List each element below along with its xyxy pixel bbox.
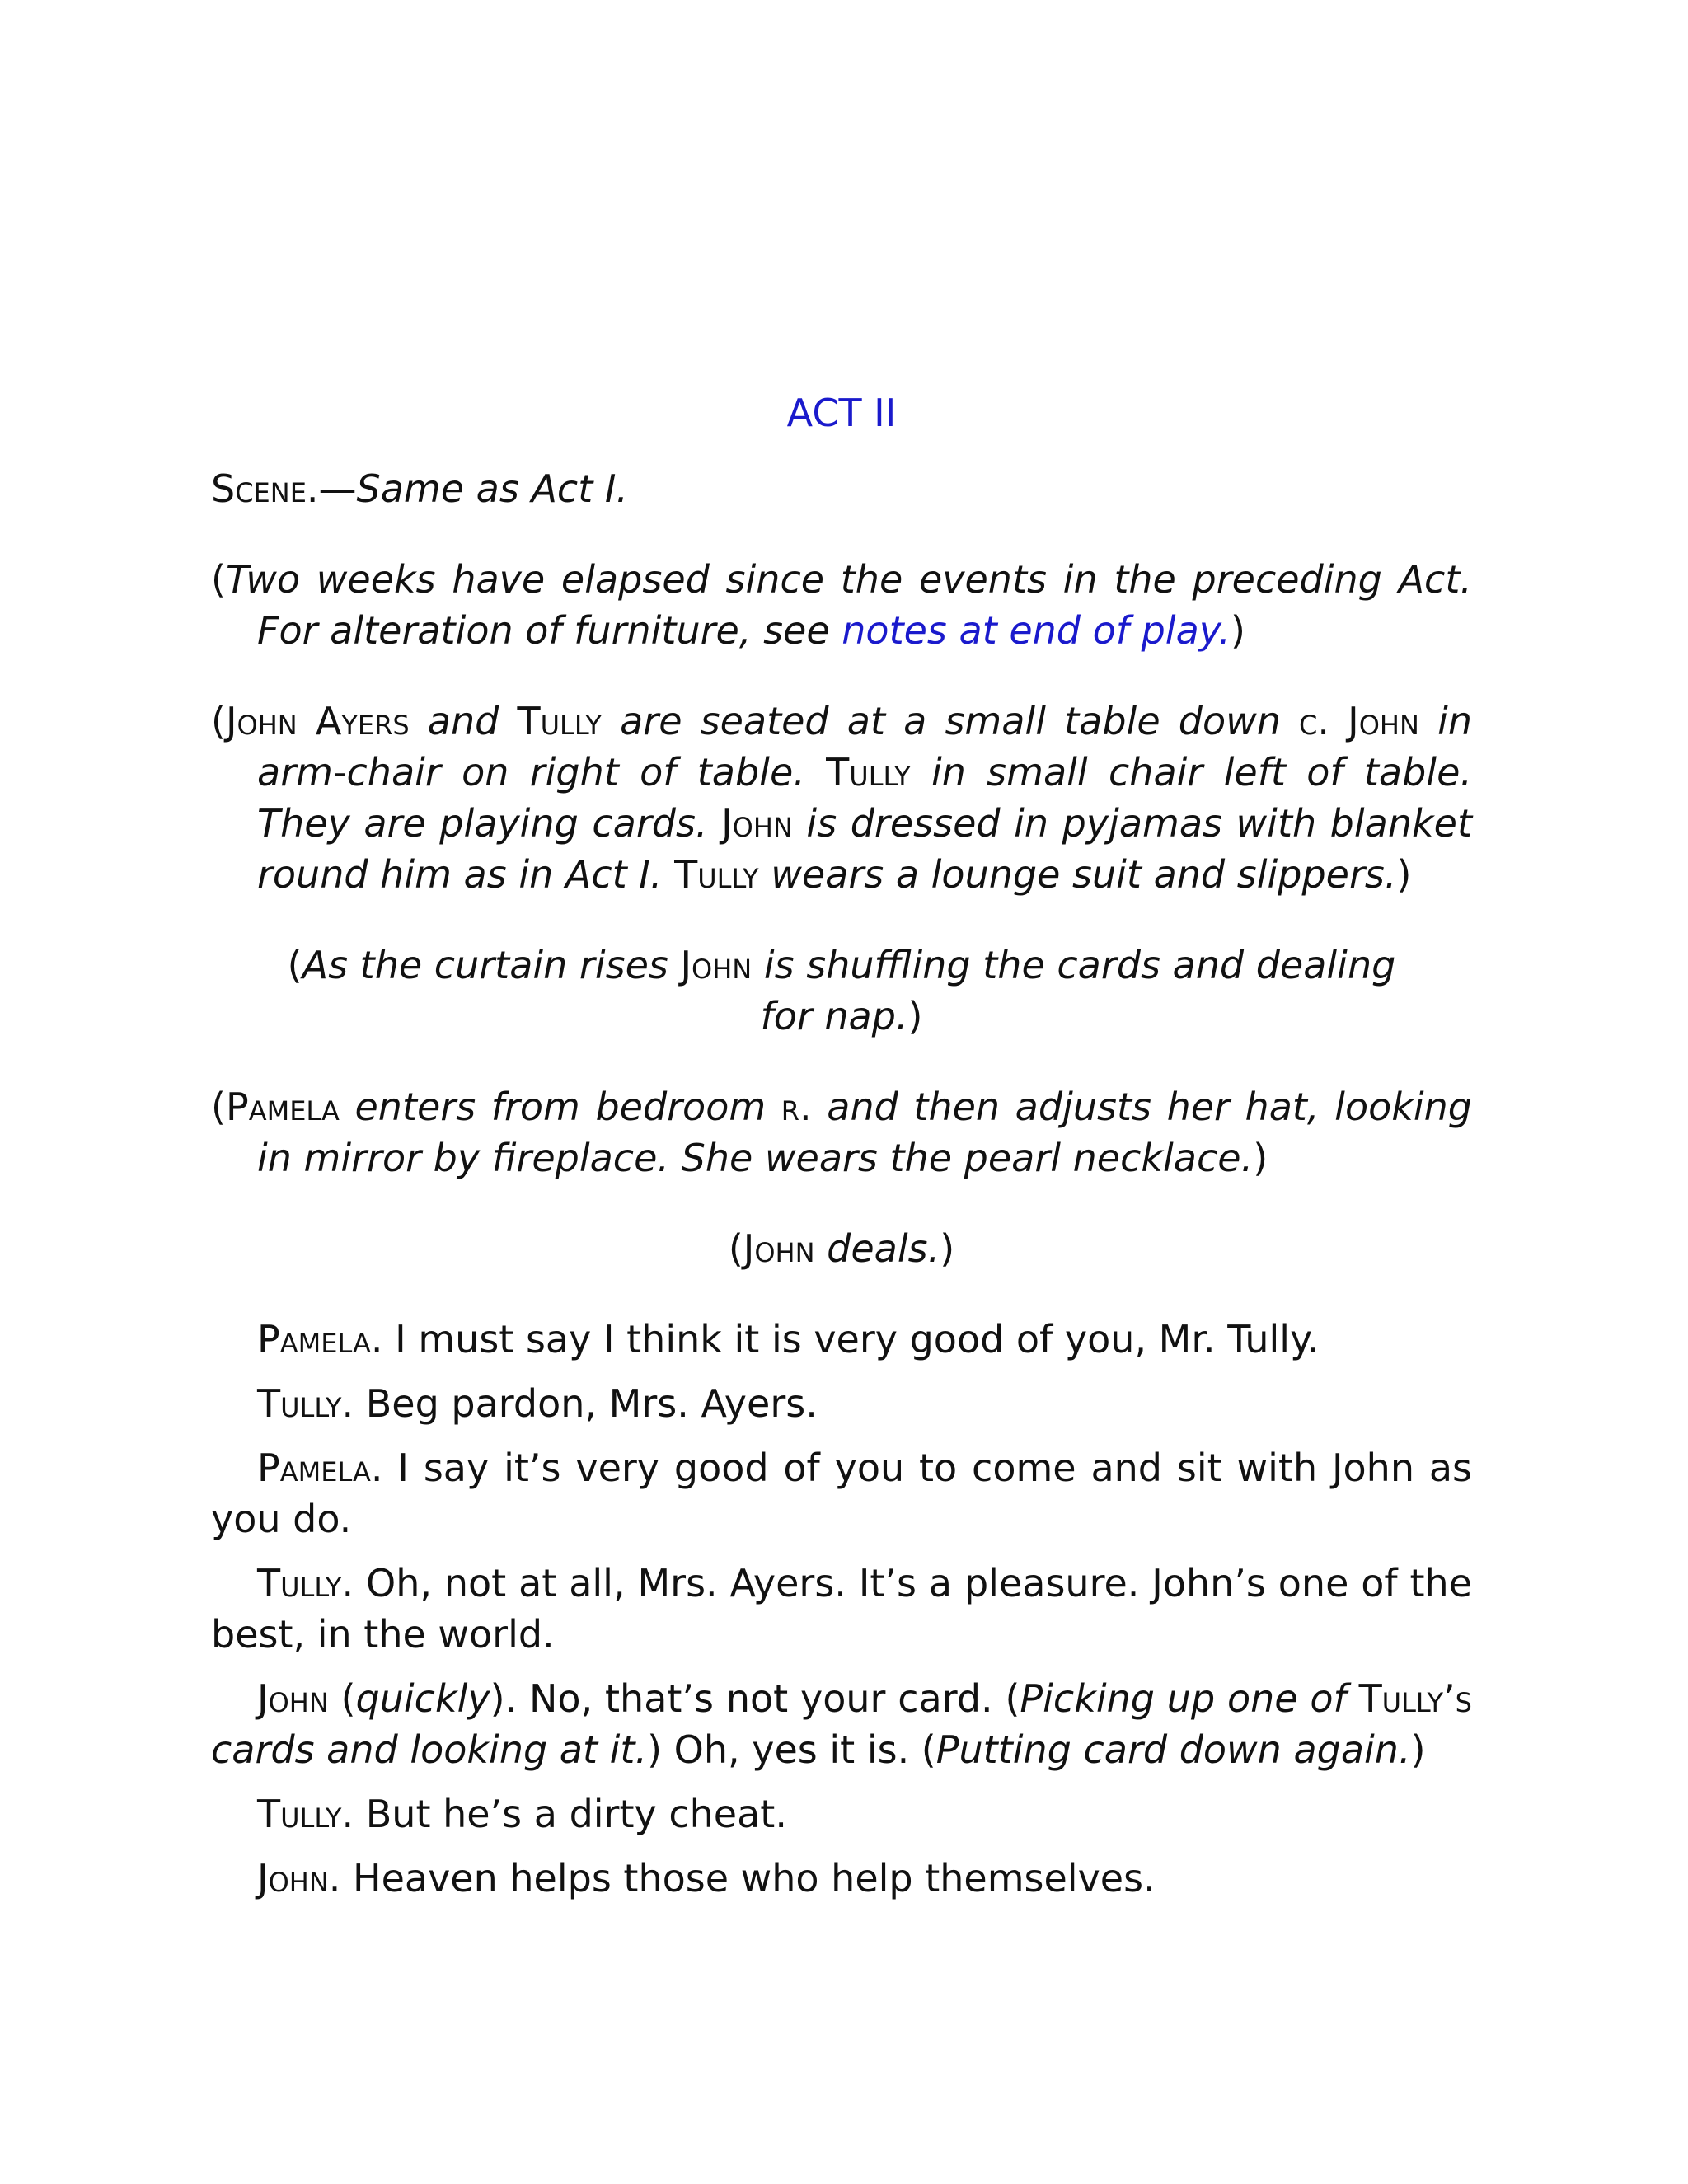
direction-text: in arm-chair on right of table. xyxy=(257,699,1472,794)
character-name: Tully’s xyxy=(1358,1676,1472,1721)
character-name: Tully xyxy=(674,852,759,897)
line-text: . But he’s a dirty cheat. xyxy=(341,1792,787,1836)
stage-direction-1 xyxy=(211,554,1472,656)
dialogue-line xyxy=(211,1378,1472,1429)
dialogue-line xyxy=(211,1314,1472,1365)
line-text: ) Oh, yes it is. ( xyxy=(647,1727,936,1772)
stage-direction-2: (John Ayers and Tully are seated at a small table down c. John in arm-chair on right of table. Tully in small chair left of table. They are playing cards. John is dressed in pyjamas with blanket round him as in Act I. Tully wears a lounge suit and slippers.) xyxy=(211,699,1472,897)
direction-text: and then adjusts her hat, looking in mirror by fireplace. She wears the pearl necklace. xyxy=(257,1085,1472,1180)
direction-text: wears a lounge suit and slippers. xyxy=(758,852,1397,897)
character-name: John xyxy=(743,1226,815,1271)
scene-text: Same as Act I. xyxy=(356,466,629,511)
dialogue-line xyxy=(211,1442,1472,1544)
speaker-name: Tully xyxy=(257,1381,342,1426)
line-text: . I must say I think it is very good of you, Mr. Tully. xyxy=(370,1317,1320,1361)
scene-label: Scene xyxy=(211,466,307,511)
direction-text: and xyxy=(409,699,518,743)
dialogue-line xyxy=(211,1558,1472,1660)
character-name: John Ayers xyxy=(225,699,410,743)
character-name: Pamela xyxy=(225,1085,340,1129)
paren-close: ) xyxy=(1231,608,1245,653)
punctuation: . xyxy=(1317,699,1348,743)
dialogue-line xyxy=(211,1673,1472,1775)
direction-text: cards and looking at it. xyxy=(211,1727,648,1772)
direction-text: are seated at a small table down xyxy=(601,699,1300,743)
character-name: John xyxy=(1348,699,1419,743)
speaker-name: Tully xyxy=(257,1792,342,1836)
direction-text: quickly xyxy=(355,1676,490,1721)
scene-line xyxy=(211,463,1472,514)
line-text: ( xyxy=(328,1676,356,1721)
line-text: ). No, that’s not your card. ( xyxy=(490,1676,1020,1721)
direction-text: As the curtain rises xyxy=(302,943,681,987)
direction-text: is shuffling the cards and dealing for nap. xyxy=(752,943,1396,1038)
act-heading[interactable]: ACT II xyxy=(786,391,897,435)
line-text: . Heaven helps those who help themselves. xyxy=(328,1856,1156,1900)
speaker-name: Tully xyxy=(257,1561,342,1605)
stage-position: c xyxy=(1299,699,1318,743)
direction-text: is dressed in pyjamas with blanket round him as in Act I. xyxy=(257,801,1472,897)
line-text: . I say it’s very good of you to come and sit with John as you do. xyxy=(211,1446,1472,1541)
dialogue-line xyxy=(211,1853,1472,1904)
stage-position: r xyxy=(781,1085,799,1129)
direction-text: in small chair left of table. They are playing cards. xyxy=(257,750,1472,846)
line-text: ) xyxy=(1410,1727,1426,1772)
punctuation: . xyxy=(799,1085,828,1129)
character-name: Tully xyxy=(826,750,911,794)
line-text: . Oh, not at all, Mrs. Ayers. It’s a pleasure. John’s one of the best, in the world. xyxy=(211,1561,1472,1657)
character-name: Tully xyxy=(517,699,602,743)
stage-direction-3: (As the curtain rises John is shuffling the cards and dealing for nap.) xyxy=(287,943,1396,1038)
speaker-name: John xyxy=(257,1676,329,1721)
scene-dash: .— xyxy=(306,466,357,511)
dialogue-line xyxy=(211,1788,1472,1840)
direction-text: deals. xyxy=(814,1226,940,1271)
direction-text: Picking up one of xyxy=(1020,1676,1359,1721)
paren-open: ( xyxy=(211,557,226,602)
stage-direction-4: (Pamela enters from bedroom r. and then adjusts her hat, looking in mirror by fireplace. She wears the pearl necklace.) xyxy=(211,1085,1472,1180)
stage-direction-5: (John deals.) xyxy=(728,1226,955,1271)
speaker-name: Pamela xyxy=(257,1317,371,1361)
direction-text: Two weeks have elapsed since the events in the preceding Act. For alteration of furniture, see xyxy=(225,557,1472,653)
line-text: . Beg pardon, Mrs. Ayers. xyxy=(341,1381,818,1426)
notes-link[interactable]: notes at end of play. xyxy=(842,608,1231,653)
character-name: John xyxy=(721,801,793,846)
character-name: John xyxy=(680,943,753,987)
direction-text: Putting card down again. xyxy=(935,1727,1411,1772)
script-page xyxy=(211,387,1472,1917)
speaker-name: Pamela xyxy=(257,1446,371,1490)
speaker-name: John xyxy=(257,1856,329,1900)
direction-text: enters from bedroom xyxy=(339,1085,781,1129)
